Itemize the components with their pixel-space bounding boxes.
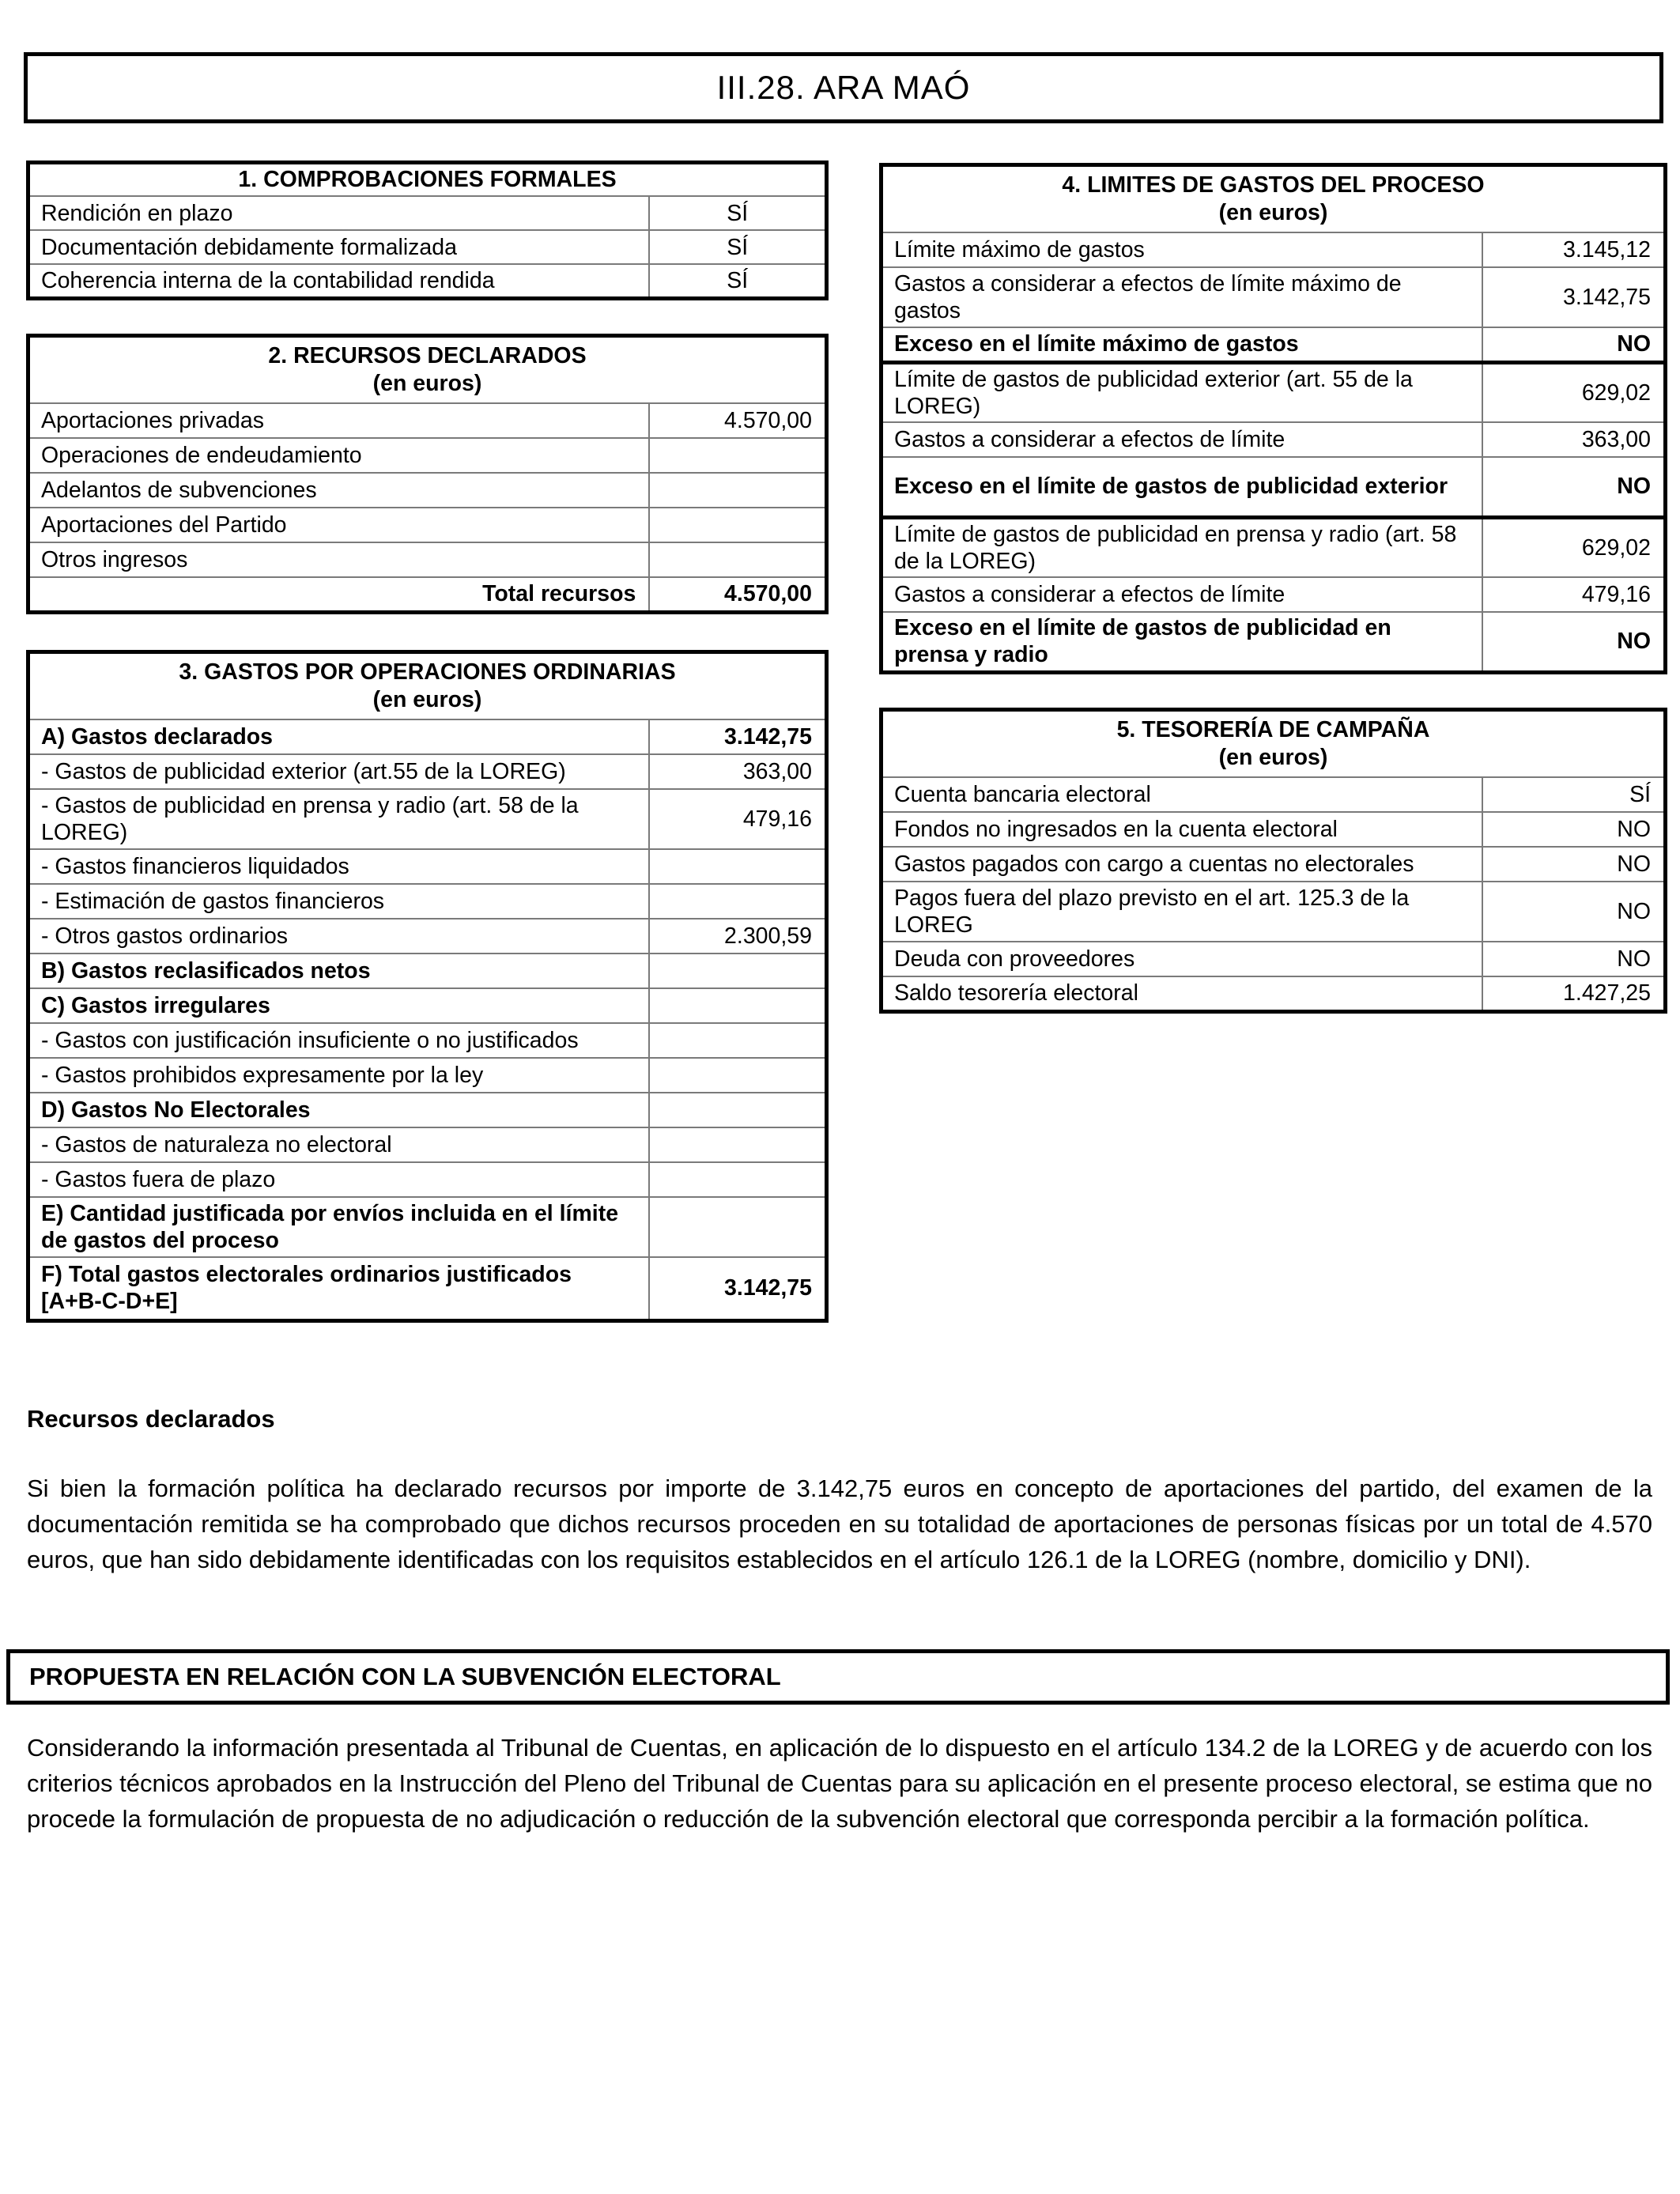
row-value: 629,02 [1482, 517, 1666, 577]
row-label: - Gastos financieros liquidados [28, 849, 650, 884]
row-label: Gastos a considerar a efectos de límite [882, 422, 1482, 457]
row-label: - Otros gastos ordinarios [28, 919, 650, 954]
row-value: 3.142,75 [1482, 267, 1666, 327]
row-label: Gastos a considerar a efectos de límite máximo de gastos [882, 267, 1482, 327]
row-value [649, 508, 826, 542]
proposal-heading-box [6, 1649, 1670, 1705]
table-row [28, 473, 827, 508]
row-value [649, 542, 826, 577]
row-label: Adelantos de subvenciones [28, 473, 650, 508]
table-row [882, 812, 1666, 847]
row-value: 3.142,75 [649, 719, 826, 754]
row-value: 1.427,25 [1482, 976, 1666, 1011]
row-value: 3.145,12 [1482, 232, 1666, 267]
table-row [882, 457, 1666, 517]
table-row [882, 422, 1666, 457]
row-value: 3.142,75 [649, 1257, 826, 1320]
table-row [28, 1162, 827, 1197]
row-label: Exceso en el límite de gastos de publicidad exterior [882, 457, 1482, 517]
table-row [28, 1093, 827, 1127]
row-value [649, 884, 826, 919]
row-label: A) Gastos declarados [28, 719, 650, 754]
row-label: Saldo tesorería electoral [882, 976, 1482, 1011]
row-value [649, 1162, 826, 1197]
row-label: Coherencia interna de la contabilidad rendida [28, 264, 650, 298]
row-label: Límite de gastos de publicidad exterior (art. 55 de la LOREG) [882, 362, 1482, 422]
resources-section-heading: Recursos declarados [27, 1405, 275, 1433]
row-value: 363,00 [1482, 422, 1666, 457]
table-row [28, 988, 827, 1023]
row-value: SÍ [1482, 777, 1666, 812]
row-value: SÍ [649, 264, 826, 298]
section-unit: (en euros) [1218, 200, 1328, 225]
row-label: - Gastos prohibidos expresamente por la ley [28, 1058, 650, 1093]
section-unit: (en euros) [372, 687, 482, 712]
row-label: - Gastos de naturaleza no electoral [28, 1127, 650, 1162]
table-row [882, 777, 1666, 812]
row-label: Gastos a considerar a efectos de límite [882, 577, 1482, 612]
total-value: 4.570,00 [649, 577, 826, 612]
row-value [649, 988, 826, 1023]
ordinary-expenses-heading [28, 652, 827, 720]
row-value: NO [1482, 882, 1666, 942]
row-label: Límite máximo de gastos [882, 232, 1482, 267]
declared-resources-heading [28, 336, 827, 404]
table-row [28, 1023, 827, 1058]
row-label: Cuenta bancaria electoral [882, 777, 1482, 812]
table-row [28, 264, 827, 298]
row-label: Límite de gastos de publicidad en prensa y radio (art. 58 de la LOREG) [882, 517, 1482, 577]
row-label: Aportaciones privadas [28, 403, 650, 438]
table-row [28, 919, 827, 954]
table-row [28, 438, 827, 473]
table-row [28, 1197, 827, 1257]
section-title: 3. GASTOS POR OPERACIONES ORDINARIAS [179, 659, 676, 685]
declared-resources-table [26, 334, 829, 614]
table-row [28, 542, 827, 577]
table-row [28, 403, 827, 438]
total-label: Total recursos [28, 577, 650, 612]
row-label: Gastos pagados con cargo a cuentas no electorales [882, 847, 1482, 882]
row-value: SÍ [649, 230, 826, 264]
row-value: NO [1482, 812, 1666, 847]
row-label: Fondos no ingresados en la cuenta electoral [882, 812, 1482, 847]
table-row [882, 577, 1666, 612]
table-row [882, 327, 1666, 362]
row-value: NO [1482, 457, 1666, 517]
row-value [649, 1197, 826, 1257]
spending-limits-table [879, 163, 1667, 674]
total-row [28, 577, 827, 612]
document-title: III.28. ARA MAÓ [716, 69, 971, 106]
row-label: Exceso en el límite de gastos de publicidad en prensa y radio [882, 612, 1482, 672]
table-row [28, 230, 827, 264]
row-value [649, 954, 826, 988]
row-value: 2.300,59 [649, 919, 826, 954]
table-row [28, 884, 827, 919]
row-label: Documentación debidamente formalizada [28, 230, 650, 264]
row-label: F) Total gastos electorales ordinarios justificados [A+B-C-D+E] [28, 1257, 650, 1320]
proposal-paragraph: Considerando la información presentada al Tribunal de Cuentas, en aplicación de lo dispuesto en el artículo 134.2 de la LOREG y de acuerdo con los criterios técnicos aprobados en la Instrucción del Pleno del Tribunal de Cuentas para su aplicación en el presente proceso electoral, se estima que no procede la formulación de propuesta de no adjudicación o reducción de la subvención electoral que corresponda percibir a la formación política. [27, 1734, 1652, 1833]
row-value: 479,16 [649, 789, 826, 849]
row-value [649, 473, 826, 508]
row-label: Aportaciones del Partido [28, 508, 650, 542]
row-value: NO [1482, 942, 1666, 976]
table-row [28, 789, 827, 849]
row-label: B) Gastos reclasificados netos [28, 954, 650, 988]
row-label: Otros ingresos [28, 542, 650, 577]
row-label: - Gastos de publicidad exterior (art.55 de la LOREG) [28, 754, 650, 789]
row-label: - Gastos fuera de plazo [28, 1162, 650, 1197]
row-label: Exceso en el límite máximo de gastos [882, 327, 1482, 362]
row-value: NO [1482, 327, 1666, 362]
section-title: 5. TESORERÍA DE CAMPAÑA [1116, 717, 1430, 742]
row-label: Rendición en plazo [28, 196, 650, 230]
row-label: Deuda con proveedores [882, 942, 1482, 976]
formal-checks-heading: 1. COMPROBACIONES FORMALES [28, 163, 827, 197]
table-row [882, 267, 1666, 327]
table-row [882, 232, 1666, 267]
row-label: C) Gastos irregulares [28, 988, 650, 1023]
row-value [649, 438, 826, 473]
table-row [882, 942, 1666, 976]
resources-paragraph: Si bien la formación política ha declarado recursos por importe de 3.142,75 euros en concepto de aportaciones del partido, del examen de la documentación remitida se ha comprobado que dichos recursos proceden en su totalidad de aportaciones de personas físicas por un total de 4.570 euros, que han sido debidamente identificadas con los requisitos establecidos en el artículo 126.1 de la LOREG (nombre, domicilio y DNI). [27, 1475, 1652, 1573]
table-row [28, 754, 827, 789]
table-row [882, 847, 1666, 882]
row-value: 629,02 [1482, 362, 1666, 422]
row-label: E) Cantidad justificada por envíos incluida en el límite de gastos del proceso [28, 1197, 650, 1257]
row-label: D) Gastos No Electorales [28, 1093, 650, 1127]
table-row [882, 976, 1666, 1011]
row-value: 4.570,00 [649, 403, 826, 438]
table-row [28, 954, 827, 988]
table-row [882, 612, 1666, 672]
row-value [649, 1093, 826, 1127]
row-value: NO [1482, 612, 1666, 672]
table-row [28, 1257, 827, 1320]
row-label: - Estimación de gastos financieros [28, 884, 650, 919]
row-value: 479,16 [1482, 577, 1666, 612]
row-label: - Gastos de publicidad en prensa y radio (art. 58 de la LOREG) [28, 789, 650, 849]
table-row [882, 362, 1666, 422]
table-row [28, 1127, 827, 1162]
row-value [649, 849, 826, 884]
section-unit: (en euros) [372, 371, 482, 396]
proposal-heading: PROPUESTA EN RELACIÓN CON LA SUBVENCIÓN ELECTORAL [29, 1663, 781, 1690]
document-title-box [24, 52, 1663, 123]
table-row [28, 508, 827, 542]
campaign-treasury-table [879, 708, 1667, 1014]
row-value: 363,00 [649, 754, 826, 789]
section-title: 4. LIMITES DE GASTOS DEL PROCESO [1062, 172, 1485, 198]
row-value [649, 1058, 826, 1093]
table-row [28, 1058, 827, 1093]
row-label: - Gastos con justificación insuficiente o no justificados [28, 1023, 650, 1058]
row-value [649, 1127, 826, 1162]
table-row [882, 882, 1666, 942]
table-row [28, 196, 827, 230]
spending-limits-heading [882, 165, 1666, 233]
campaign-treasury-heading [882, 710, 1666, 778]
table-row [28, 719, 827, 754]
table-row [882, 517, 1666, 577]
row-label: Pagos fuera del plazo previsto en el art. 125.3 de la LOREG [882, 882, 1482, 942]
row-label: Operaciones de endeudamiento [28, 438, 650, 473]
table-row [28, 849, 827, 884]
row-value: NO [1482, 847, 1666, 882]
row-value: SÍ [649, 196, 826, 230]
section-title: 2. RECURSOS DECLARADOS [268, 343, 587, 368]
formal-checks-table [26, 160, 829, 300]
section-unit: (en euros) [1218, 745, 1328, 770]
row-value [649, 1023, 826, 1058]
ordinary-expenses-table [26, 650, 829, 1323]
